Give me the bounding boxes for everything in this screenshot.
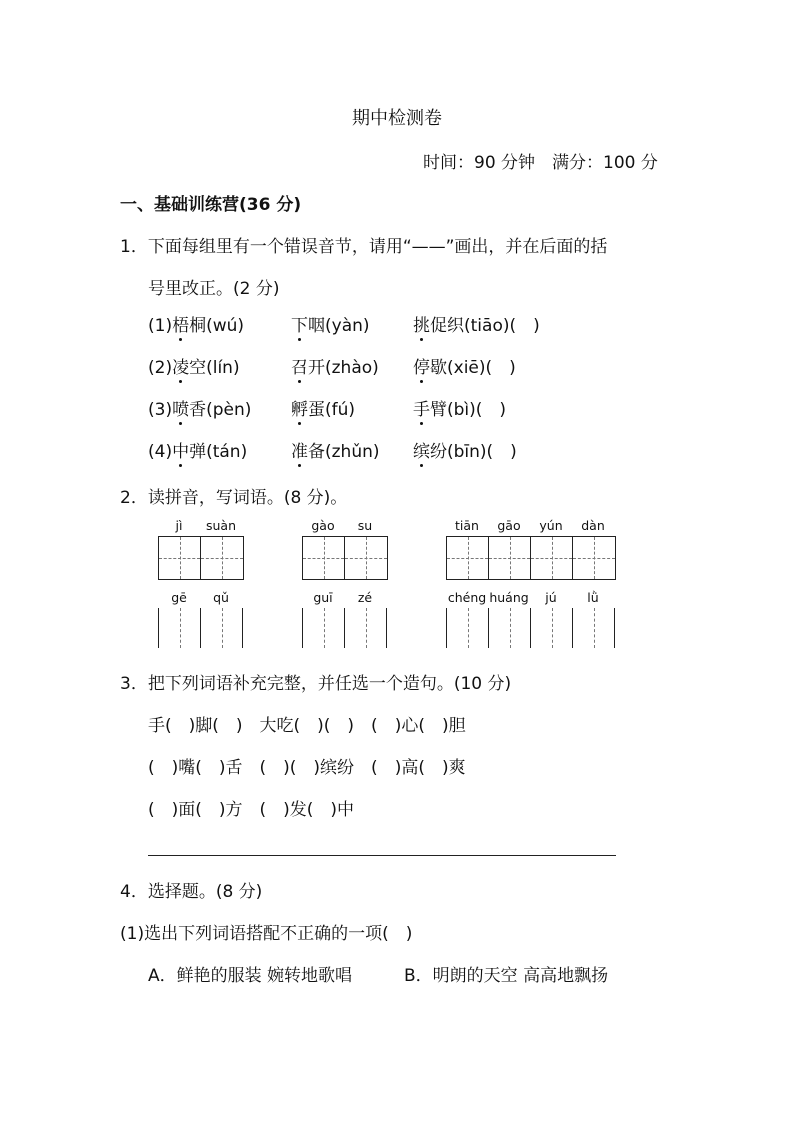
dotted-character: 凌 <box>172 358 190 378</box>
pinyin-item <box>413 437 517 462</box>
pinyin-item-part: (fú) <box>325 400 356 420</box>
pinyin-item-part: (pèn) <box>206 400 252 420</box>
pinyin-item-part: (1) <box>148 316 173 336</box>
pinyin-item-part: (bì)( ) <box>447 400 507 420</box>
writing-grid[interactable] <box>158 608 243 648</box>
question-2-title: 2．读拼音，写词语。(8 分)。 <box>120 488 348 508</box>
pinyin: gē <box>171 590 187 605</box>
pinyin: dàn <box>581 518 605 533</box>
pinyin-item-part: (wú) <box>206 316 245 336</box>
pinyin-item-part: (zhào) <box>325 358 379 378</box>
pinyin: su <box>357 518 373 533</box>
pinyin-item-part: 开 <box>308 358 325 378</box>
sentence-answer-line[interactable] <box>148 855 616 856</box>
pinyin: gāo <box>497 518 521 533</box>
pinyin-item-part: 备 <box>308 442 325 462</box>
dotted-character: 挑 <box>413 316 430 336</box>
question-1-line1: 1．下面每组里有一个错误音节，请用“——”画出，并在后面的括 <box>120 237 608 257</box>
pinyin-item-part: 蛋 <box>308 400 325 420</box>
pinyin-item-part: 臂 <box>430 400 447 420</box>
dotted-character: 孵 <box>291 400 308 420</box>
idiom-line-2: ( )嘴( )舌 ( )( )缤纷 ( )高( )爽 <box>148 758 466 778</box>
option-a: A．鲜艳的服装 婉转地歌唱 <box>148 966 353 986</box>
writing-grid[interactable] <box>302 536 388 580</box>
pinyin-item <box>413 353 516 378</box>
dotted-character: 准 <box>291 442 308 462</box>
pinyin-item-part: (4) <box>148 442 173 462</box>
pinyin-item <box>291 311 370 336</box>
pinyin-item-part: 纷 <box>430 442 447 462</box>
pinyin-item <box>148 311 244 336</box>
exam-meta: 时间：90 分钟 满分：100 分 <box>423 153 658 173</box>
pinyin-item <box>291 395 355 420</box>
question-4-sub1: (1)选出下列词语搭配不正确的一项( ) <box>120 924 413 944</box>
pinyin-item-part: (zhǔn) <box>325 442 380 462</box>
writing-grid[interactable] <box>158 536 244 580</box>
pinyin: jì <box>175 518 183 533</box>
dotted-character: 手 <box>413 400 430 420</box>
option-b: B．明朗的天空 高高地飘扬 <box>404 966 609 986</box>
writing-grid[interactable] <box>446 608 615 648</box>
pinyin-item-part: 桐 <box>189 316 207 336</box>
pinyin-item-part: (tiāo)( ) <box>464 316 540 336</box>
pinyin-item <box>291 353 379 378</box>
pinyin-item-part: 弹 <box>189 442 207 462</box>
idiom-line-1: 手( )脚( ) 大吃( )( ) ( )心( )胆 <box>148 716 466 736</box>
pinyin-item-part: 促织 <box>430 316 464 336</box>
dotted-character: 召 <box>291 358 308 378</box>
pinyin: guī <box>313 590 333 605</box>
writing-grid[interactable] <box>302 608 387 648</box>
idiom-line-3: ( )面( )方 ( )发( )中 <box>148 800 355 820</box>
pinyin: qǔ <box>213 590 229 605</box>
question-4-title: 4．选择题。(8 分) <box>120 882 263 902</box>
pinyin-item <box>148 395 251 420</box>
dotted-character: 停 <box>413 358 430 378</box>
pinyin: tiān <box>455 518 479 533</box>
pinyin: chéng <box>447 590 487 605</box>
pinyin-item-part: (tán) <box>206 442 248 462</box>
pinyin: gào <box>311 518 335 533</box>
pinyin-item-part: 歇 <box>430 358 447 378</box>
pinyin-item-part: (yàn) <box>325 316 370 336</box>
pinyin-item <box>413 311 540 336</box>
pinyin-item <box>413 395 506 420</box>
pinyin-item <box>148 353 240 378</box>
pinyin-item <box>291 437 380 462</box>
dotted-character: 缤 <box>413 442 430 462</box>
pinyin: jú <box>545 590 557 605</box>
dotted-character: 梧 <box>172 316 190 336</box>
section-heading: 一、基础训练营(36 分) <box>120 195 302 215</box>
pinyin-item-part: (3) <box>148 400 173 420</box>
pinyin-item-part: 咽 <box>308 316 325 336</box>
question-3-title: 3．把下列词语补充完整，并任选一个造句。(10 分) <box>120 674 512 694</box>
pinyin: yún <box>539 518 563 533</box>
dotted-character: 中 <box>172 442 190 462</box>
pinyin-item-part: (xiē)( ) <box>447 358 516 378</box>
pinyin: huáng <box>489 590 529 605</box>
pinyin-item-part: (lín) <box>206 358 240 378</box>
pinyin-item <box>148 437 247 462</box>
writing-grid[interactable] <box>446 536 616 580</box>
pinyin-item-part: (2) <box>148 358 173 378</box>
pinyin: suàn <box>205 518 237 533</box>
dotted-character: 下 <box>291 316 308 336</box>
question-1-line2: 号里改正。(2 分) <box>148 279 280 299</box>
pinyin: zé <box>357 590 373 605</box>
page-title: 期中检测卷 <box>352 108 442 129</box>
pinyin-item-part: 香 <box>189 400 207 420</box>
pinyin: lǜ <box>587 590 599 605</box>
pinyin-item-part: 空 <box>189 358 207 378</box>
dotted-character: 喷 <box>172 400 190 420</box>
pinyin-item-part: (bīn)( ) <box>447 442 517 462</box>
